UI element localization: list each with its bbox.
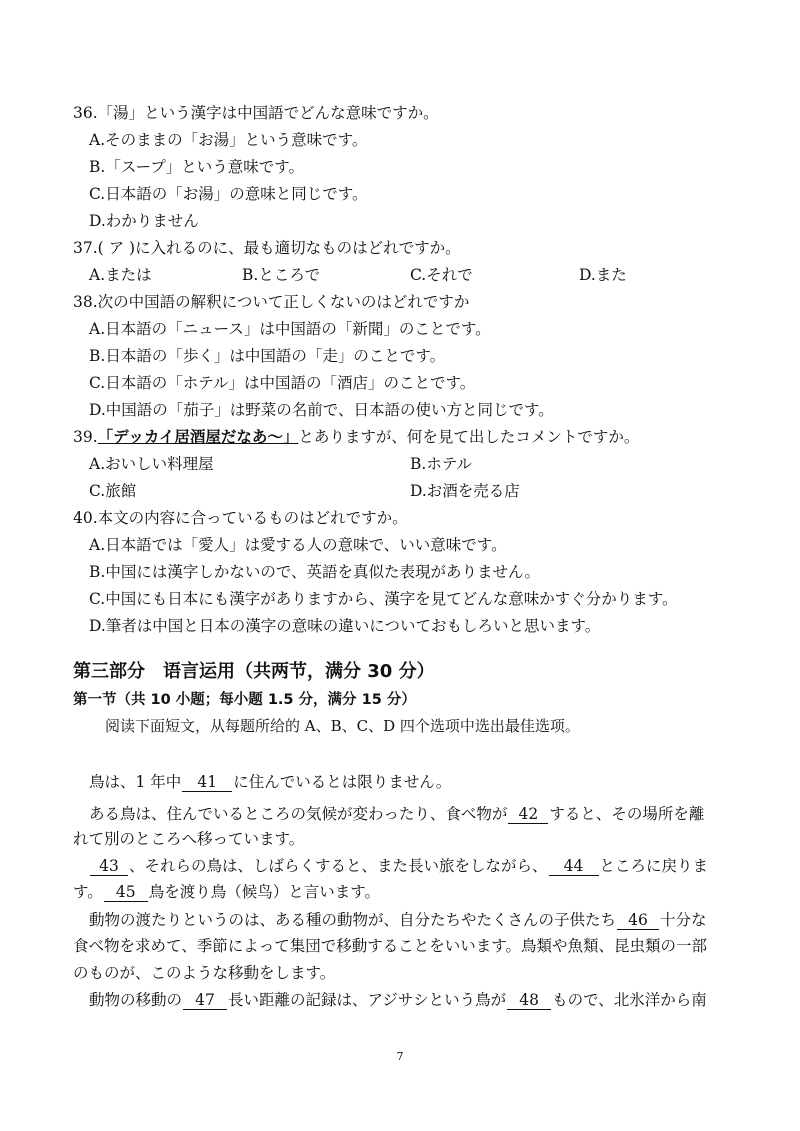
passage-text: もので、北氷洋から南 [552, 991, 707, 1009]
question-36-option-c: C.日本語の「お湯」の意味と同じです。 [89, 185, 368, 203]
blank-42: 42 [508, 806, 548, 824]
passage-line-2 [89, 804, 704, 824]
question-39-stem [73, 427, 639, 447]
question-40-option-b: B.中国には漢字しかないので、英語を真似た表現がありません。 [89, 563, 540, 581]
question-36-stem: 36.「湯」という漢字は中国語でどんな意味ですか。 [73, 104, 439, 122]
passage-text: 鳥は、1 年中 [89, 773, 182, 791]
question-38-option-b: B.日本語の「歩く」は中国語の「走」のことです。 [89, 347, 446, 365]
passage-line-4 [89, 856, 708, 876]
question-40-option-a: A.日本語では「愛人」は愛する人の意味で、いい意味です。 [89, 536, 507, 554]
passage-line-3: れて別のところへ移っています。 [73, 830, 305, 848]
question-38-option-a: A.日本語の「ニュース」は中国語の「新聞」のことです。 [89, 320, 491, 338]
blank-43: 43 [90, 858, 128, 876]
question-39-stem-rest: とありますが、何を見て出したコメントですか。 [298, 428, 640, 446]
question-39-quote: 「デッカイ居酒屋だなあ〜」 [97, 427, 299, 446]
section-3-subtitle: 第一节（共 10 小题；每小题 1.5 分，满分 15 分） [73, 692, 416, 708]
passage-line-7: 食べ物を求めて、季節によって集団で移動することをいいます。鳥類や魚類、昆虫類の一部 [73, 937, 707, 955]
blank-46: 46 [617, 912, 659, 930]
question-39-option-a: A.おいしい料理屋 [89, 455, 214, 473]
question-39-option-b: B.ホテル [410, 455, 473, 473]
question-39-option-d: D.お酒を売る店 [410, 482, 520, 500]
blank-41: 41 [182, 774, 232, 792]
passage-text: ある鳥は、住んでいるところの気候が変わったり、食べ物が [89, 805, 508, 823]
page-number: 7 [396, 1050, 404, 1063]
section-3-instruction: 阅读下面短文，从每题所给的 A、B、C、D 四个选项中选出最佳选项。 [105, 717, 580, 735]
blank-44: 44 [549, 858, 599, 876]
passage-text: 鳥を渡り鳥（候鸟）と言います。 [148, 883, 381, 901]
question-36-option-b: B.「スープ」という意味です。 [89, 158, 305, 176]
passage-line-5 [73, 882, 380, 902]
question-37-option-b: B.ところで [242, 266, 321, 284]
blank-45: 45 [104, 884, 148, 902]
question-40-option-c: C.中国にも日本にも漢字がありますから、漢字を見てどんな意味かすぐ分かります。 [89, 590, 678, 608]
passage-text: 、それらの鳥は、しばらくすると、また長い旅をしながら、 [129, 857, 548, 875]
question-36-option-a: A.そのままの「お湯」という意味です。 [89, 131, 368, 149]
question-38-stem: 38.次の中国語の解釈について正しくないのはどれですか [73, 293, 470, 311]
blank-48: 48 [507, 992, 551, 1010]
question-37-option-d: D.また [579, 266, 627, 284]
passage-text: 十分な [660, 911, 707, 929]
question-40-option-d: D.筆者は中国と日本の漢字の意味の違いについておもしろいと思います。 [89, 617, 601, 635]
question-40-stem: 40.本文の内容に合っているものはどれですか。 [73, 509, 408, 527]
passage-text: す。 [73, 883, 103, 901]
question-37-option-c: C.それで [410, 266, 473, 284]
question-39-option-c: C.旅館 [89, 482, 137, 500]
passage-text: 長い距離の記録は、アジサシという鳥が [228, 991, 507, 1009]
question-38-option-d: D.中国語の「茄子」は野菜の名前で、日本語の使い方と同じです。 [89, 401, 554, 419]
passage-line-9 [89, 990, 707, 1010]
question-39-number: 39. [73, 428, 98, 446]
question-38-option-c: C.日本語の「ホテル」は中国語の「酒店」のことです。 [89, 374, 476, 392]
passage-line-8: のものが、このような移動をします。 [73, 964, 336, 982]
passage-text: 動物の移動の [89, 991, 183, 1009]
blank-47: 47 [183, 992, 227, 1010]
question-37-option-a: A.または [89, 266, 152, 284]
passage-text: すると、その場所を離 [549, 805, 705, 823]
question-37-stem: 37.( ア )に入れるのに、最も適切なものはどれですか。 [73, 239, 461, 257]
passage-text: 動物の渡たりというのは、ある種の動物が、自分たちやたくさんの子供たち [89, 911, 617, 929]
section-3-title: 第三部分 语言运用（共两节，满分 30 分） [73, 661, 435, 682]
passage-text: に住んでいるとは限りません。 [233, 773, 452, 791]
question-36-option-d: D.わかりません [89, 212, 199, 230]
passage-line-1 [89, 772, 451, 792]
passage-line-6 [89, 910, 707, 930]
passage-text: ところに戻りま [599, 857, 709, 875]
